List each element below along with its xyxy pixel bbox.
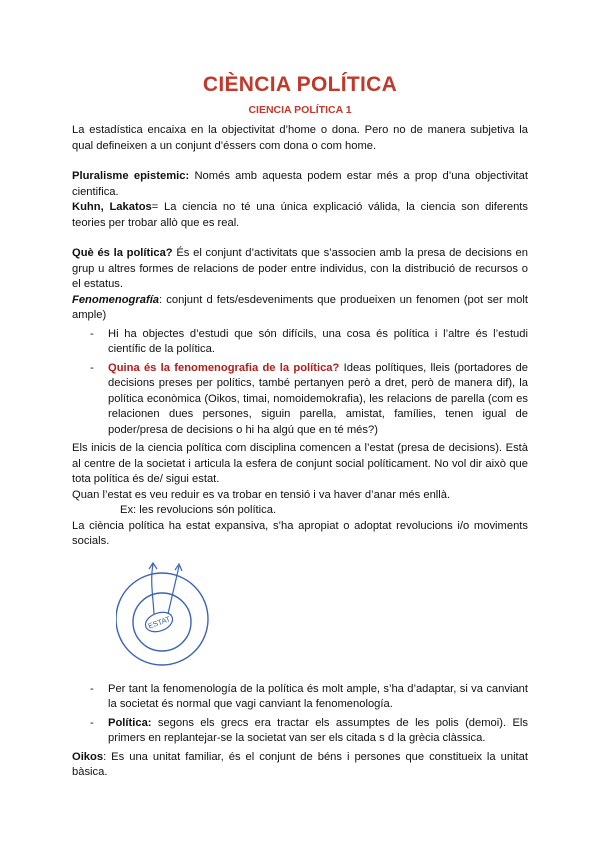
kuhn-text: = La ciencia no té una única explicació válida, la ciencia son diferents teories per trobar allò que es real. <box>72 201 528 229</box>
paragraph-inicis: Els inicis de la ciencia política com disciplina comencen a l’estat (presa de decisions). Està al centre de la societat i articula la esfera de conjunt social políticament. No vol dir això que tota política és de/ sigui estat. <box>72 442 528 485</box>
paragraph-oikos <box>72 750 528 781</box>
document-body <box>72 123 528 781</box>
document-title: CIÈNCIA POLÍTICA <box>202 73 398 96</box>
paragraph-example: Ex: les revolucions són política. <box>120 504 277 516</box>
paragraph-kuhn <box>72 200 528 231</box>
document-subtitle: CIENCIA POLÍTICA 1 <box>248 104 352 116</box>
estat-diagram-svg <box>116 556 226 674</box>
dash-bullet: - <box>90 682 94 695</box>
que-label: Què és la política? <box>72 247 173 259</box>
dash-bullet: - <box>90 716 94 729</box>
list1-item2-text: Ideas polítiques, lleis (portadores de decisions preses per polítics, també pertanyen però a dret, però de manera dif), la política econòmica (Oikos, timai, nomoidemokrafia), les relacions de parella (com es relacionen dues persones, siguin parella, amistat, famílies, tenen igual de poder/presa de decisions o hi ha algú que en té més?) <box>108 361 528 436</box>
list1-item2-question: Quina és la fenomenografia de la política? <box>108 361 340 374</box>
list2-item2-label: Política: <box>108 716 152 729</box>
paragraph-expansiva: La ciència política ha estat expansiva, s’ha apropiat o adoptat revolucions i/o moviments socials. <box>72 519 528 547</box>
paragraph-fenomenografia <box>72 293 528 324</box>
pluralisme-text: Només amb aquesta podem estar més a prop d’una objectivitat cientifica. <box>72 170 528 198</box>
list2-item1-text: Per tant la fenomenología de la política és molt ample, s’ha d’adaptar, si va canviant la societat és normal que vagi canviant la fenomenología. <box>108 682 528 710</box>
estat-label: ESTAT <box>146 613 172 631</box>
oikos-label: Oikos <box>72 750 104 763</box>
paragraph-quan: Quan l’estat es veu reduir es va trobar en tensió i va haver d’anar més enllà. <box>72 488 451 501</box>
list-item <box>72 716 528 747</box>
paragraph-pluralisme <box>72 169 528 200</box>
fen-text: : conjunt d fets/esdeveniments que produeixen un fenomen (pot ser molt ample) <box>72 293 528 321</box>
dash-bullet: - <box>90 327 94 340</box>
kuhn-label: Kuhn, Lakatos <box>72 201 152 213</box>
arrow-left <box>152 564 154 614</box>
list-item <box>72 327 528 358</box>
list2-item2-text: segons els grecs era tractar els assumptes de les polis (demoi). Els primers en replantejar-se la societat van ser els citada s d la grècia clàssica. <box>108 716 528 744</box>
list1-item1-text: Hi ha objectes d’estudi que són difícils, una cosa és política i l’altre és l’estudi científic de la política. <box>108 327 528 355</box>
fen-label: Fenomenografía <box>72 293 160 306</box>
que-text: És el conjunt d’activitats que s’associen amb la presa de decisions en grup u altres formes de relacions de poder entre individus, con la distribució de recursos o el estatus. <box>72 247 529 290</box>
list-politica <box>72 682 528 747</box>
list-fenomenografia <box>72 327 528 439</box>
dash-bullet: - <box>90 361 94 374</box>
oikos-text: : Es una unitat familiar, és el conjunt de béns i persones que constitueix la unitat bàsica. <box>72 750 528 778</box>
paragraph-estadistica: La estadística encaixa en la objectivitat d’home o dona. Pero no de manera subjetiva la qual defineixen a un conjunt d’éssers com dona o com home. <box>72 124 528 152</box>
list-item <box>72 682 528 713</box>
pluralisme-label: Pluralisme epistemic: <box>72 170 190 182</box>
paragraph-que-es-politica <box>72 246 528 293</box>
list-item <box>72 361 528 439</box>
estat-diagram <box>72 556 528 676</box>
